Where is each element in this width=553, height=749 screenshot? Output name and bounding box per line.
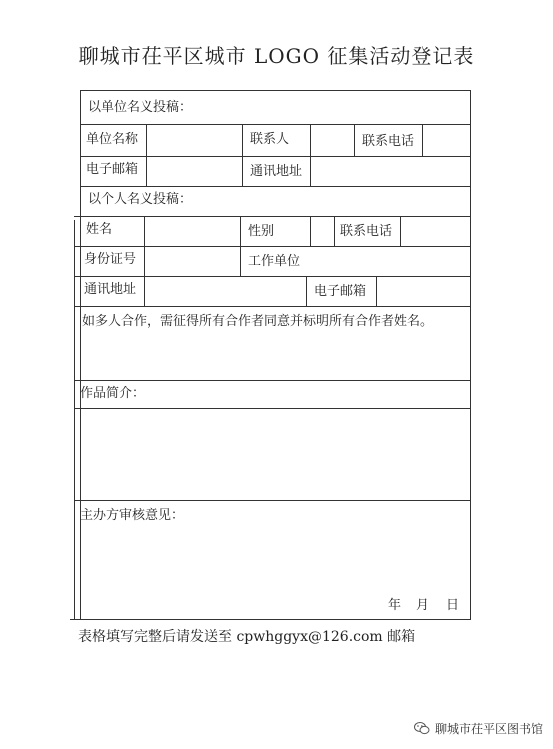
- row-line: [74, 246, 471, 247]
- form-title: 聊城市茌平区城市 LOGO 征集活动登记表: [78, 44, 475, 68]
- row-line: [80, 156, 471, 157]
- footer-note: 表格填写完整后请发送至 cpwhggyx@126.com 邮箱: [78, 629, 416, 645]
- wechat-icon: [414, 722, 430, 735]
- col-line: [400, 216, 401, 246]
- account-watermark: [414, 720, 543, 737]
- work-intro-label: 作品简介：: [80, 386, 146, 401]
- form-border-left: [80, 90, 81, 620]
- col-line: [310, 216, 311, 246]
- form-border-right: [470, 90, 471, 620]
- unit-name-label: 单位名称: [86, 132, 139, 147]
- review-opinion-label: 主办方审核意见：: [80, 508, 185, 523]
- row-line: [74, 408, 471, 409]
- date-month: 月: [416, 598, 430, 613]
- personal-section-header: 以个人名义投稿：: [88, 192, 193, 207]
- col-line: [240, 216, 241, 276]
- unit-contact-label: 联系人: [250, 132, 290, 147]
- col-line: [242, 124, 243, 186]
- work-unit-label: 工作单位: [248, 254, 301, 269]
- col-line: [354, 124, 355, 156]
- date-day: 日: [446, 598, 460, 613]
- row-line: [74, 276, 471, 277]
- multi-author-note: 如多人合作，需征得所有合作者同意并标明所有合作者姓名。: [82, 314, 434, 329]
- col-line: [310, 124, 311, 186]
- col-line: [334, 216, 335, 246]
- personal-name-label: 姓名: [86, 222, 113, 237]
- col-line: [146, 124, 147, 186]
- unit-email-label: 电子邮箱: [86, 162, 139, 177]
- registration-form: [70, 90, 470, 620]
- row-line: [74, 500, 471, 501]
- form-border-bottom: [70, 619, 471, 620]
- unit-section-header: 以单位名义投稿：: [88, 100, 193, 115]
- row-line: [74, 216, 471, 217]
- personal-email-label: 电子邮箱: [314, 284, 367, 299]
- date-year: 年: [388, 598, 402, 613]
- personal-address-label: 通讯地址: [84, 282, 137, 297]
- row-line: [74, 306, 471, 307]
- col-line: [376, 276, 377, 306]
- row-line: [74, 380, 471, 381]
- col-line: [422, 124, 423, 156]
- row-line: [80, 124, 471, 125]
- personal-phone-label: 联系电话: [340, 224, 393, 239]
- watermark-text: 聊城市茌平区图书馆: [434, 722, 543, 736]
- unit-phone-label: 联系电话: [362, 134, 415, 149]
- row-line: [80, 186, 471, 187]
- col-line: [306, 276, 307, 306]
- personal-gender-label: 性别: [248, 224, 275, 239]
- form-border-top: [80, 90, 471, 91]
- id-number-label: 身份证号: [84, 252, 137, 267]
- unit-address-label: 通讯地址: [250, 164, 303, 179]
- col-line: [144, 216, 145, 306]
- form-border-left-lower: [74, 220, 75, 620]
